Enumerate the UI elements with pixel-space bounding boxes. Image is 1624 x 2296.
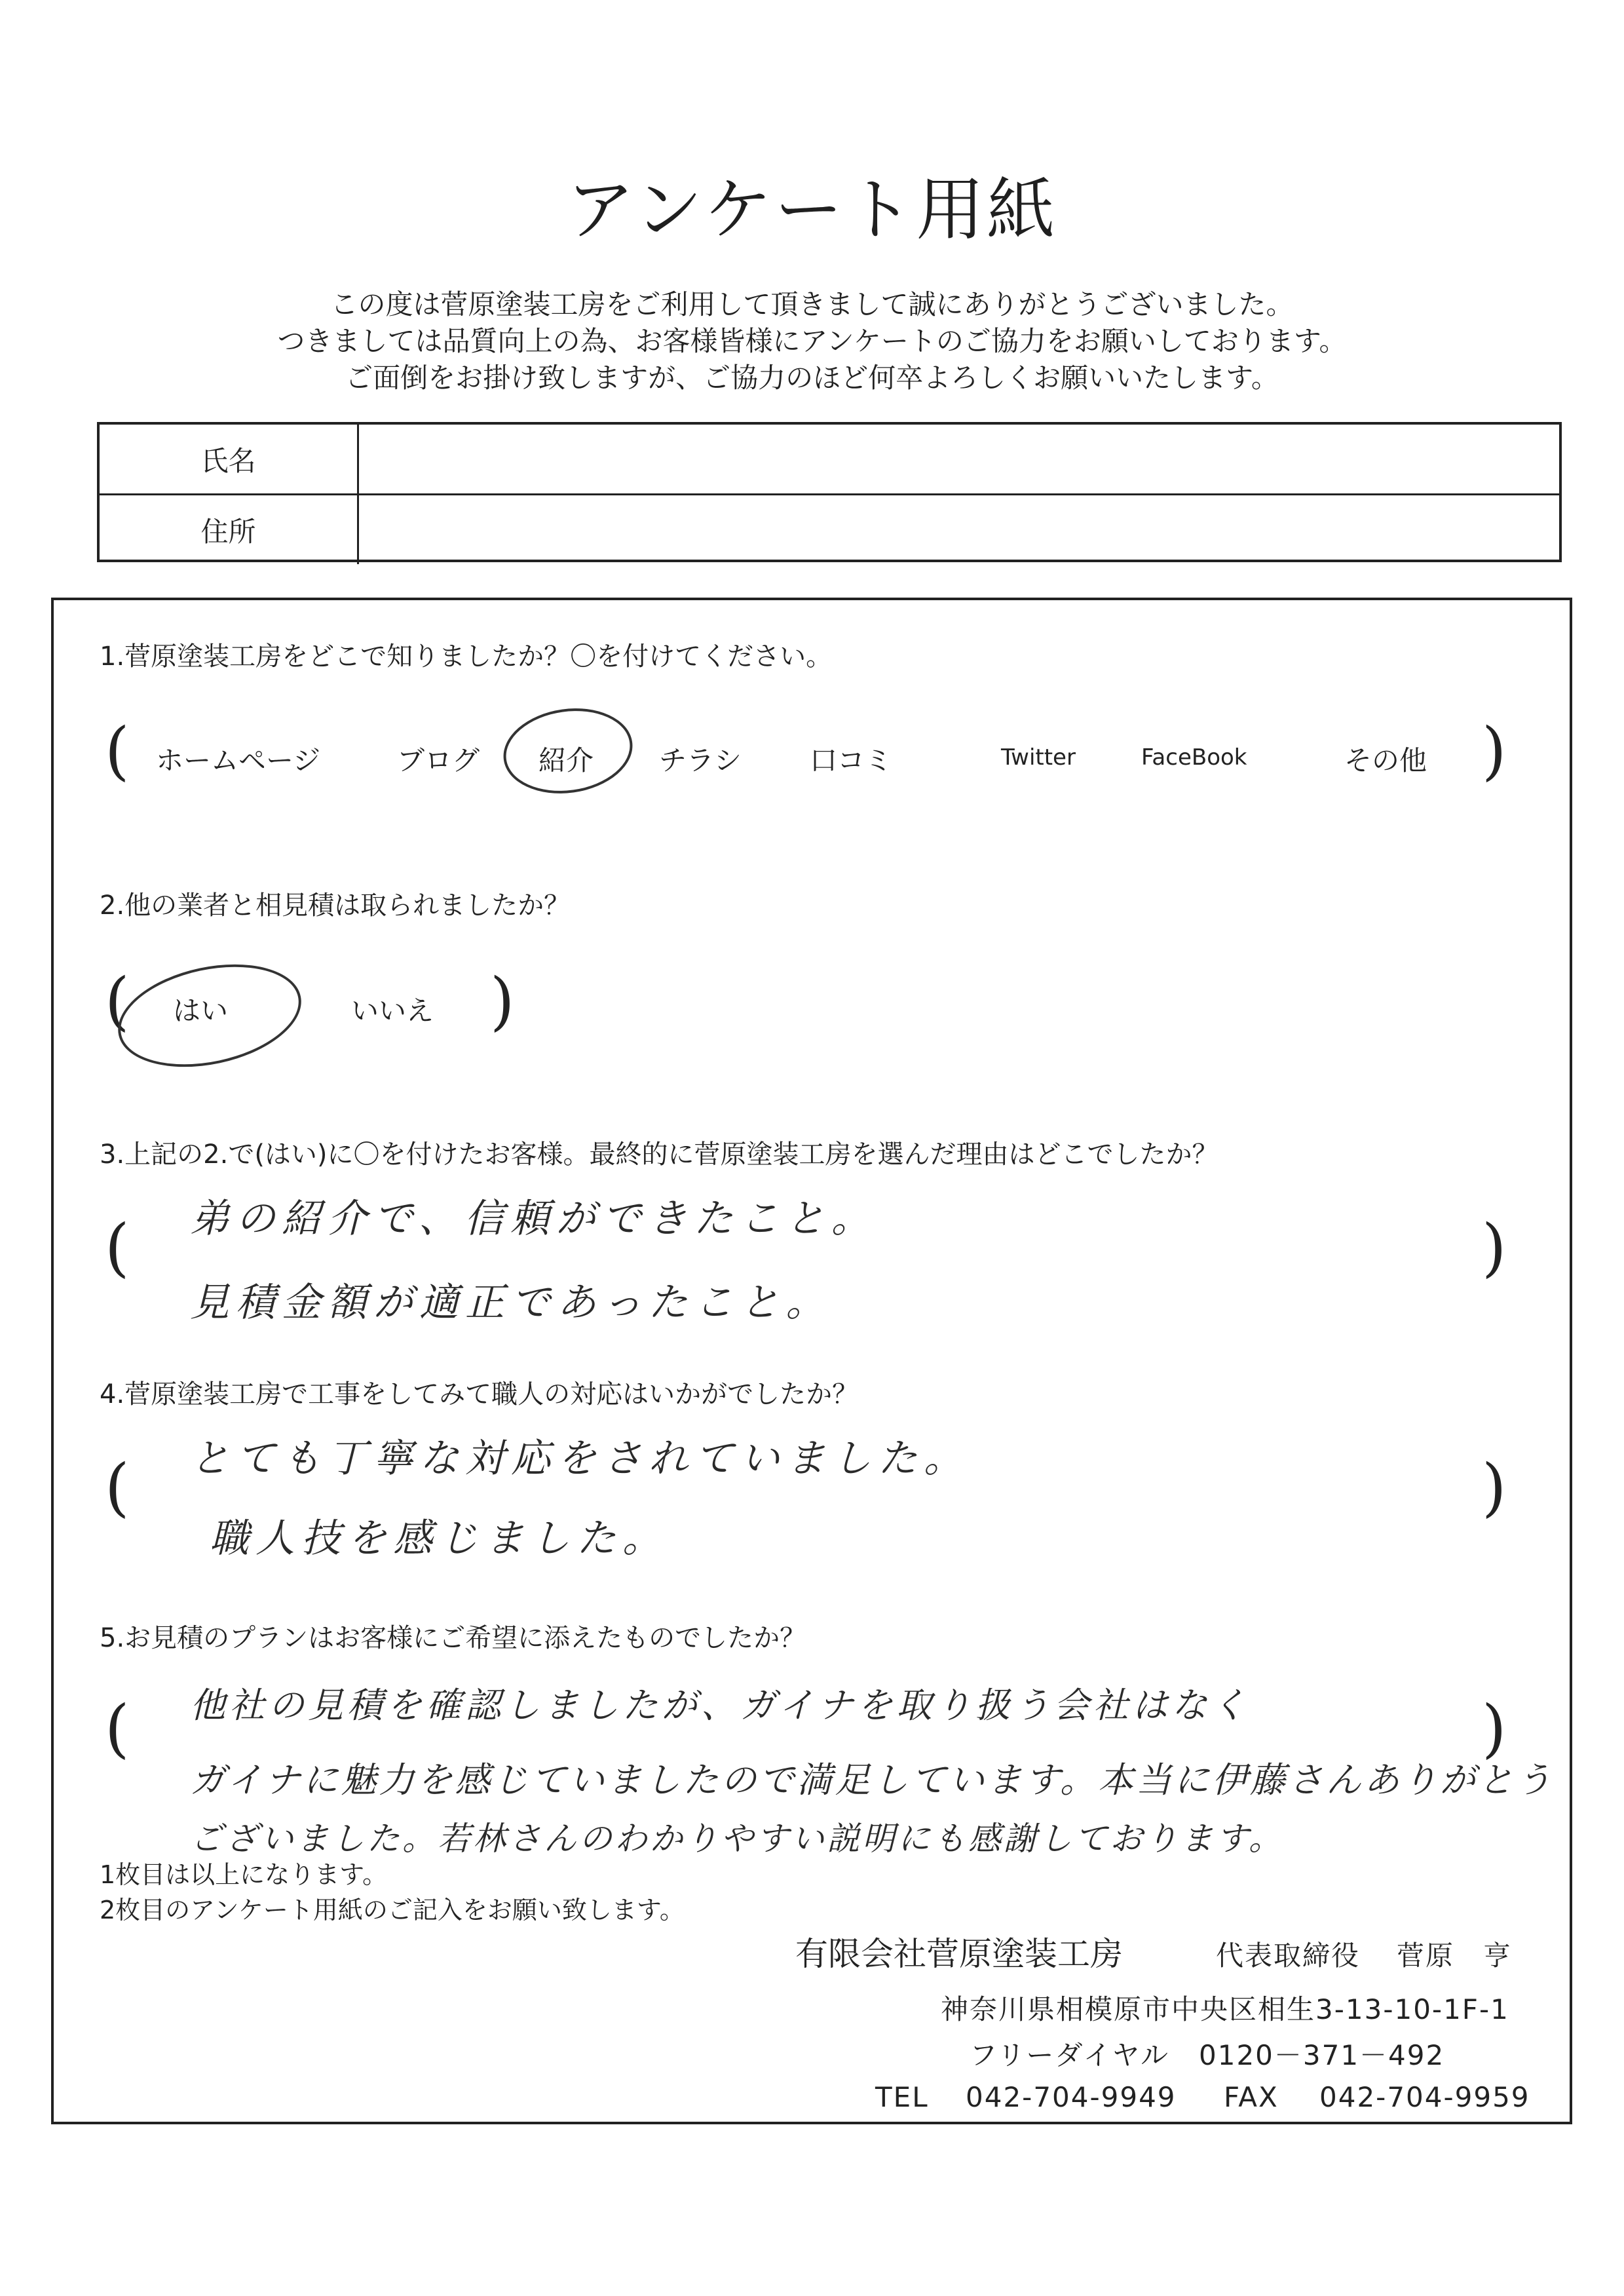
intro-line-1: この度は菅原塗装工房をご利用して頂きまして誠にありがとうございました。 bbox=[330, 288, 1294, 320]
q5-question: 5.お見積のプランはお客様にご希望に添えたものでしたか？ bbox=[100, 1623, 806, 1653]
q1-option-homepage: ホームページ bbox=[156, 744, 321, 776]
q5-answer-line-1: 他社の見積を確認しましたが、ガイナを取り扱う会社はなく bbox=[190, 1685, 1251, 1726]
representative-title: 代表取締役 bbox=[1216, 1940, 1361, 1972]
q1-option-twitter: Twitter bbox=[1001, 744, 1076, 771]
q4-close-paren: ) bbox=[1482, 1451, 1507, 1524]
q3-close-paren: ) bbox=[1482, 1211, 1507, 1284]
freedial-number: 0120－371－492 bbox=[1199, 2039, 1445, 2071]
q4-answer-line-2: 職人技を感じました。 bbox=[210, 1516, 668, 1561]
q4-open-paren: ( bbox=[105, 1451, 130, 1524]
intro-line-2: つきましては品質向上の為、お客様皆様にアンケートのご協力をお願いしております。 bbox=[277, 325, 1347, 357]
q2-open-paren: ( bbox=[105, 965, 130, 1038]
customer-info-table bbox=[97, 422, 1562, 562]
tel-label: TEL bbox=[875, 2081, 929, 2113]
q1-option-word-of-mouth: 口コミ bbox=[810, 744, 893, 776]
q3-answer-line-2: 見積金額が適正であったこと。 bbox=[190, 1280, 832, 1326]
q1-question: 1.菅原塗装工房をどこで知りましたか？〇を付けてください。 bbox=[100, 641, 833, 672]
page-title: アンケート用紙 bbox=[566, 170, 1058, 250]
q1-close-paren: ) bbox=[1482, 714, 1507, 788]
name-label: 氏名 bbox=[100, 425, 359, 493]
q2-option-yes: はい bbox=[173, 995, 229, 1027]
q1-option-facebook: FaceBook bbox=[1141, 744, 1247, 771]
footer-note-2: 2枚目のアンケート用紙のご記入をお願い致します。 bbox=[100, 1896, 685, 1924]
q4-answer-line-1: とても丁寧な対応をされていました。 bbox=[190, 1436, 970, 1482]
name-row bbox=[100, 425, 1559, 493]
footer-note-1: 1枚目は以上になります。 bbox=[100, 1860, 388, 1889]
q1-option-blog: ブログ bbox=[397, 744, 480, 776]
q5-close-paren: ) bbox=[1482, 1692, 1507, 1765]
q2-question: 2.他の業者と相見積は取られましたか？ bbox=[100, 890, 571, 921]
address-row bbox=[100, 493, 1559, 564]
q1-option-flyer: チラシ bbox=[659, 744, 742, 776]
q1-option-other: その他 bbox=[1344, 744, 1427, 776]
company-name: 有限会社菅原塗装工房 bbox=[795, 1935, 1123, 1973]
q4-question: 4.菅原塗装工房で工事をしてみて職人の対応はいかがでしたか？ bbox=[100, 1379, 859, 1409]
q1-option-referral: 紹介 bbox=[538, 744, 594, 776]
q2-option-no: いいえ bbox=[351, 995, 434, 1027]
intro-line-3: ご面倒をお掛け致しますが、ご協力のほど何卒よろしくお願いいたします。 bbox=[345, 362, 1279, 394]
q3-question: 3.上記の2.で(はい)に〇を付けたお客様。最終的に菅原塗装工房を選んだ理由はどこでしたか？ bbox=[100, 1139, 1218, 1170]
representative-name: 菅原 亨 bbox=[1397, 1940, 1513, 1972]
q1-open-paren: ( bbox=[105, 714, 130, 788]
q3-answer-line-1: 弟の紹介で、信頼ができたこと。 bbox=[190, 1196, 877, 1242]
company-address: 神奈川県相模原市中央区相生3-13-10-1F-1 bbox=[941, 1993, 1509, 2025]
q5-answer-line-3: ございました。若林さんのわかりやすい説明にも感謝しております。 bbox=[190, 1820, 1284, 1858]
q3-open-paren: ( bbox=[105, 1211, 130, 1284]
tel-number: 042-704-9949 bbox=[966, 2081, 1177, 2113]
q2-close-paren: ) bbox=[490, 965, 515, 1038]
fax-label: FAX bbox=[1224, 2081, 1279, 2113]
q5-answer-line-2: ガイナに魅力を感じていましたので満足しています。本当に伊藤さんありがとう bbox=[190, 1759, 1555, 1801]
address-label: 住所 bbox=[100, 495, 359, 564]
fax-number: 042-704-9959 bbox=[1319, 2081, 1530, 2113]
q5-open-paren: ( bbox=[105, 1692, 130, 1765]
freedial-label: フリーダイヤル bbox=[970, 2039, 1170, 2071]
